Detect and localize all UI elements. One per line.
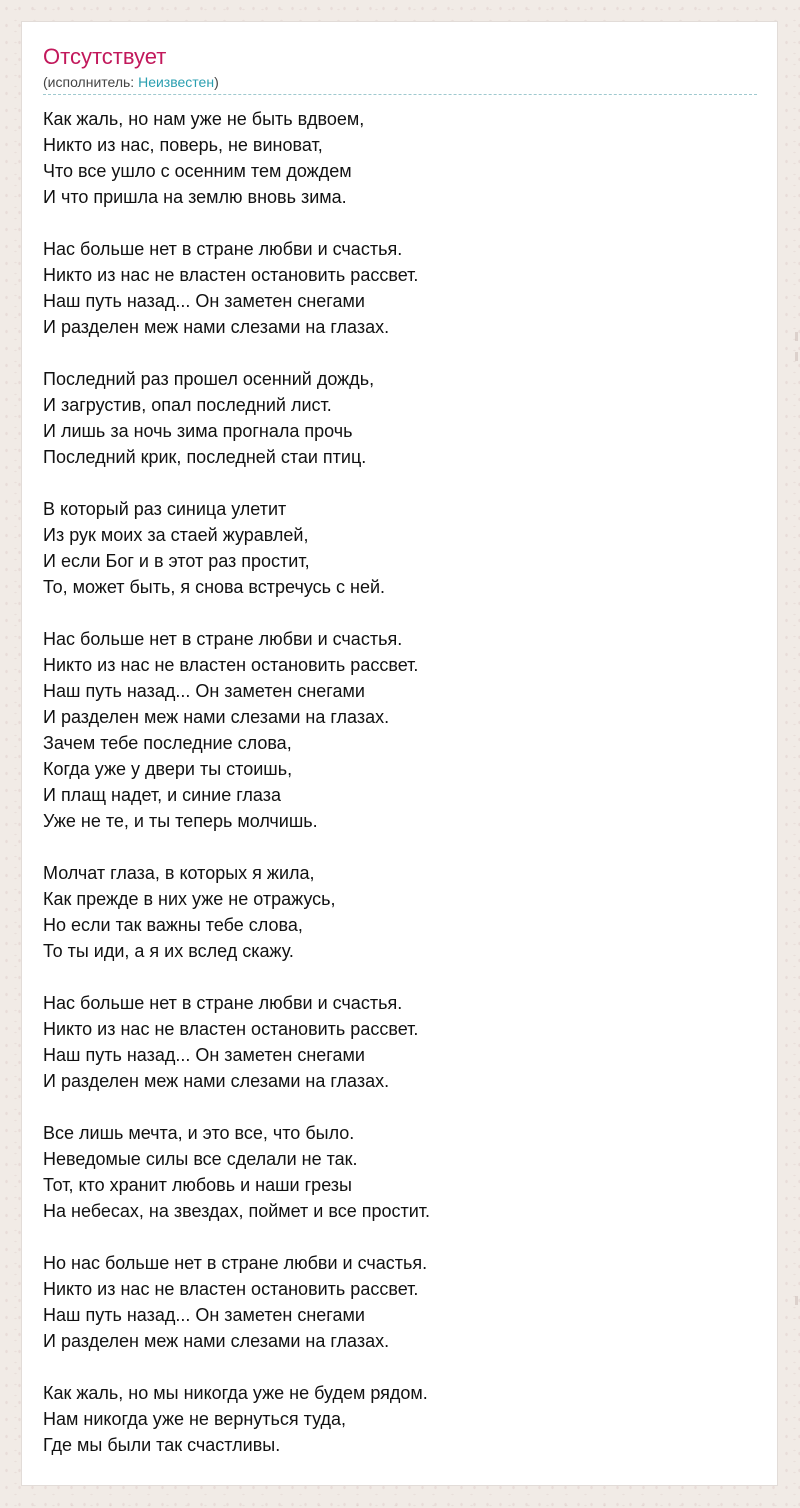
lyric-line: Где мы были так счастливы. xyxy=(43,1435,281,1455)
lyric-line: И что пришла на землю вновь зима. xyxy=(43,187,347,207)
stanza-gap xyxy=(43,1094,743,1120)
lyric-line: Нас больше нет в стране любви и счастья. xyxy=(43,629,403,649)
stanza xyxy=(43,106,743,210)
background-mark xyxy=(795,1296,798,1305)
artist-prefix: (исполнитель: xyxy=(43,74,139,90)
lyric-line: И если Бог и в этот раз простит, xyxy=(43,551,310,571)
lyric-line: Молчат глаза, в которых я жила, xyxy=(43,863,315,883)
stanza-gap xyxy=(43,834,743,860)
lyric-line: И разделен меж нами слезами на глазах. xyxy=(43,707,390,727)
stanza-gap xyxy=(43,210,743,236)
lyric-line: Как жаль, но мы никогда уже не будем рядом. xyxy=(43,1383,428,1403)
lyric-line: Наш путь назад... Он заметен снегами xyxy=(43,1305,365,1325)
lyric-line: Но нас больше нет в стране любви и счастья. xyxy=(43,1253,428,1273)
title-divider xyxy=(43,94,757,95)
background-mark xyxy=(795,332,798,341)
song-title: Отсутствует xyxy=(43,44,167,69)
stanza xyxy=(43,236,743,340)
lyric-line: Наш путь назад... Он заметен снегами xyxy=(43,681,365,701)
lyric-line: Нас больше нет в стране любви и счастья. xyxy=(43,239,403,259)
stanza-gap xyxy=(43,1354,743,1380)
lyric-line: И лишь за ночь зима прогнала прочь xyxy=(43,421,353,441)
lyric-line: Все лишь мечта, и это все, что было. xyxy=(43,1123,355,1143)
lyric-line: И разделен меж нами слезами на глазах. xyxy=(43,317,390,337)
stanza xyxy=(43,626,743,834)
lyric-line: То, может быть, я снова встречусь с ней. xyxy=(43,577,386,597)
stanza xyxy=(43,1380,743,1458)
lyric-line: И плащ надет, и синие глаза xyxy=(43,785,281,805)
lyrics-card xyxy=(21,21,778,1486)
stanza-gap xyxy=(43,964,743,990)
lyric-line: Тот, кто хранит любовь и наши грезы xyxy=(43,1175,352,1195)
lyric-line: И загрустив, опал последний лист. xyxy=(43,395,332,415)
lyrics-text xyxy=(43,106,743,1458)
lyric-line: Как жаль, но нам уже не быть вдвоем, xyxy=(43,109,365,129)
lyric-line: Последний раз прошел осенний дождь, xyxy=(43,369,375,389)
stanza xyxy=(43,860,743,964)
lyric-line: На небесах, на звездах, поймет и все простит. xyxy=(43,1201,431,1221)
lyric-line: Из рук моих за стаей журавлей, xyxy=(43,525,309,545)
stanza xyxy=(43,1120,743,1224)
lyric-line: И разделен меж нами слезами на глазах. xyxy=(43,1071,390,1091)
stanza xyxy=(43,496,743,600)
lyric-line: Когда уже у двери ты стоишь, xyxy=(43,759,293,779)
lyric-line: Последний крик, последней стаи птиц. xyxy=(43,447,367,467)
stanza-gap xyxy=(43,470,743,496)
lyric-line: Неведомые силы все сделали не так. xyxy=(43,1149,358,1169)
lyric-line: То ты иди, а я их вслед скажу. xyxy=(43,941,294,961)
artist-line xyxy=(43,73,219,91)
stanza-gap xyxy=(43,600,743,626)
stanza-gap xyxy=(43,1224,743,1250)
artist-link[interactable]: Неизвестен xyxy=(138,74,215,90)
lyric-line: Нам никогда уже не вернуться туда, xyxy=(43,1409,347,1429)
lyric-line: Нас больше нет в стране любви и счастья. xyxy=(43,993,403,1013)
lyric-line: Никто из нас не властен остановить рассвет. xyxy=(43,1279,419,1299)
lyric-line: Зачем тебе последние слова, xyxy=(43,733,292,753)
stanza xyxy=(43,366,743,470)
lyric-line: Никто из нас не властен остановить рассвет. xyxy=(43,655,419,675)
lyric-line: Никто из нас не властен остановить рассвет. xyxy=(43,1019,419,1039)
lyric-line: Наш путь назад... Он заметен снегами xyxy=(43,291,365,311)
lyric-line: Наш путь назад... Он заметен снегами xyxy=(43,1045,365,1065)
stanza-gap xyxy=(43,340,743,366)
lyric-line: Что все ушло с осенним тем дождем xyxy=(43,161,352,181)
background-mark xyxy=(795,352,798,361)
artist-suffix: ) xyxy=(214,74,219,90)
lyric-line: Как прежде в них уже не отражусь, xyxy=(43,889,336,909)
stanza xyxy=(43,990,743,1094)
lyric-line: И разделен меж нами слезами на глазах. xyxy=(43,1331,390,1351)
lyric-line: Уже не те, и ты теперь молчишь. xyxy=(43,811,318,831)
lyric-line: Никто из нас не властен остановить рассвет. xyxy=(43,265,419,285)
lyric-line: Никто из нас, поверь, не виноват, xyxy=(43,135,323,155)
stanza xyxy=(43,1250,743,1354)
lyric-line: В который раз синица улетит xyxy=(43,499,287,519)
lyric-line: Но если так важны тебе слова, xyxy=(43,915,303,935)
